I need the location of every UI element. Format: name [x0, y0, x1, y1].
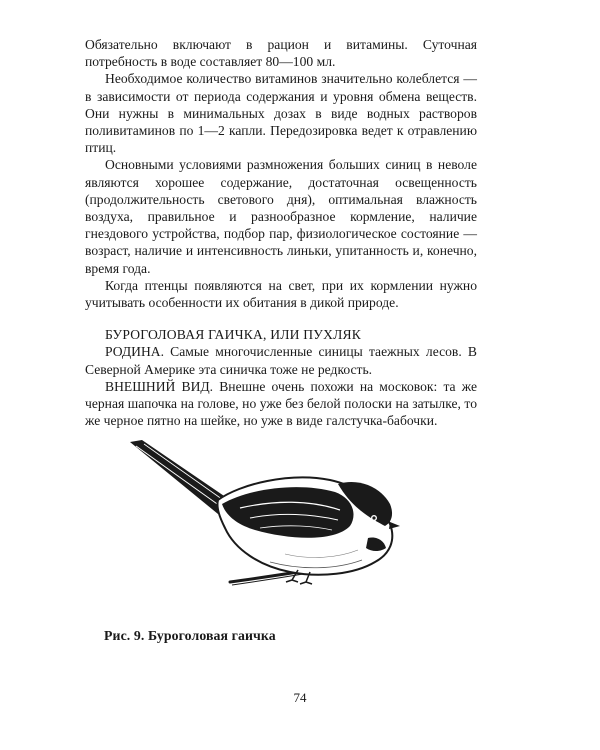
paragraph: Когда птенцы появляются на свет, при их кормлении нужно учитывать особенности их обитания в дикой природе.: [85, 277, 477, 311]
paragraph: Обязательно включают в рацион и витамины. Суточная потребность в воде составляет 80—100 мл.: [85, 37, 477, 70]
paragraph: Основными условиями размножения больших синиц в неволе являются хорошее содержание, достаточная освещенность (продолжительность светового дня), оптимальная влажность воздуха, правильное и разнообразное кормление, наличие гнездового устройства, подбор пар, физиологическое состояние — возраст, наличие и интенсивность линьки, упитанность и, конечно, время года.: [85, 157, 477, 276]
figure-caption: Рис. 9. Буроголовая гаичка: [104, 628, 276, 643]
section-heading: БУРОГОЛОВАЯ ГАИЧКА, ИЛИ ПУХЛЯК: [105, 327, 362, 343]
paragraph: Необходимое количество витаминов значительно колеблется — в зависимости от периода содержания и уровня обмена веществ. Они нужны в минимальных дозах в виде водных растворов поливитаминов по 1—2 капли. Передозировка ведет к отравлению птиц.: [85, 71, 477, 156]
bird-illustration: [100, 422, 430, 602]
page-text: [85, 36, 477, 429]
paragraph: РОДИНА. Самые многочисленные синицы таежных лесов. В Северной Америке эта синичка тоже не редкость.: [85, 344, 477, 377]
paragraph: ВНЕШНИЙ ВИД. Внешне очень похожи на московок: та же черная шапочка на голове, но уже без белой полоски на затылке, то же черное пятно на шейке, но уже в виде галстучка-бабочки.: [85, 378, 477, 429]
beak: [389, 522, 400, 529]
page-number: 74: [293, 690, 307, 705]
